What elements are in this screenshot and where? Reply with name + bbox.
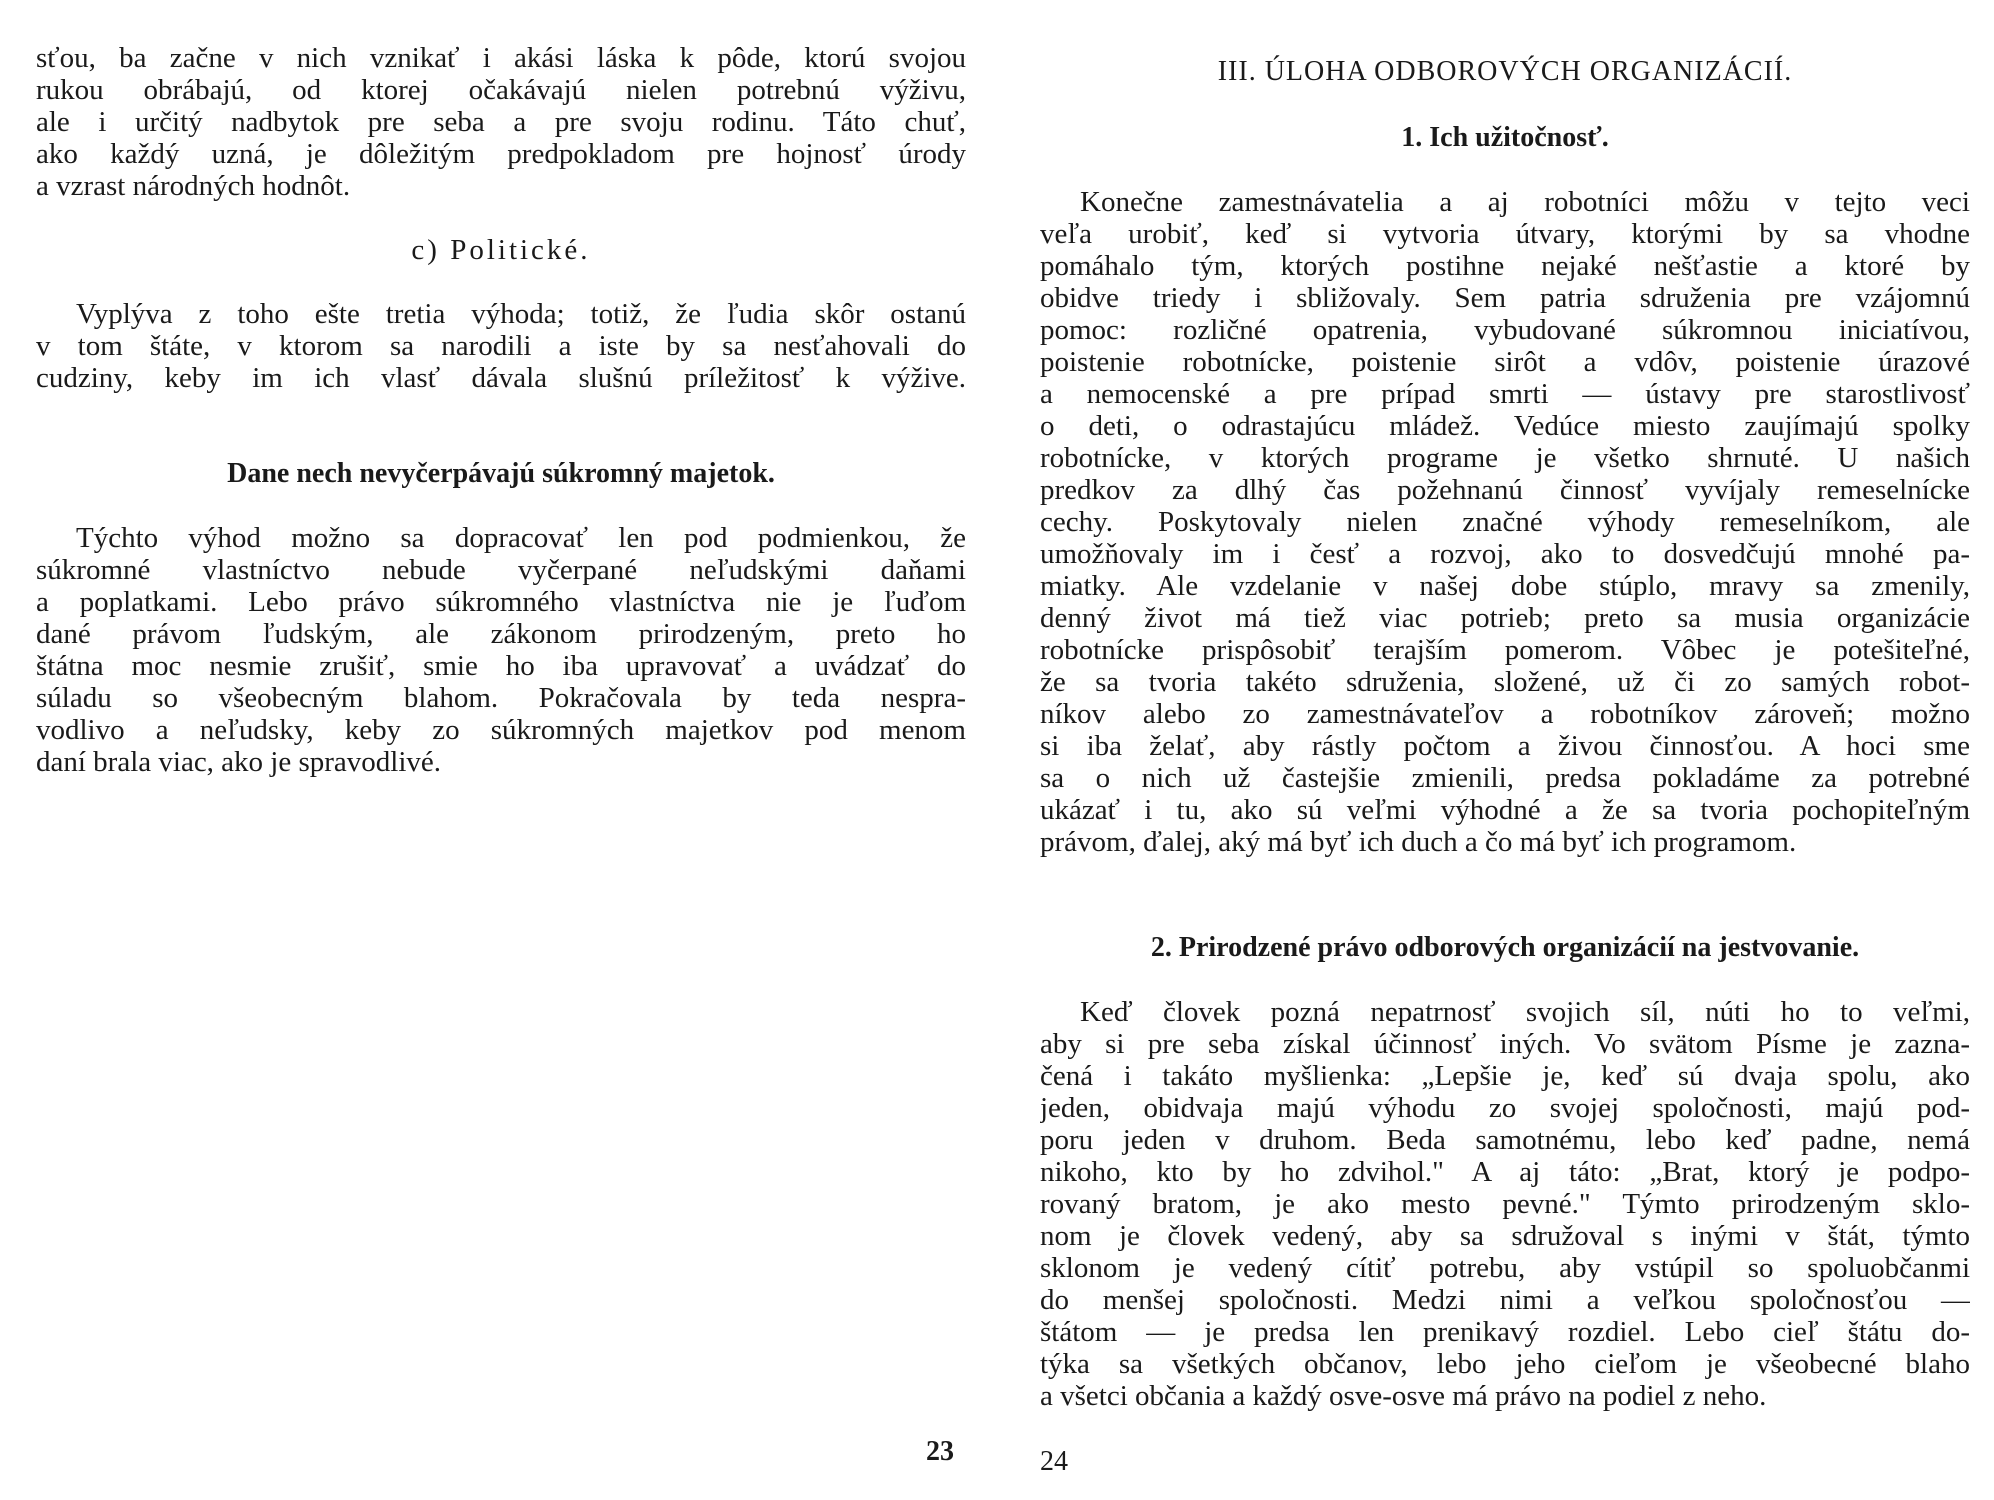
text-line: súkromné vlastníctvo nebude vyčerpané neľudskými daňami	[36, 554, 966, 586]
right-page	[1040, 0, 1970, 1500]
text-line: štátna moc nesmie zrušiť, smie ho iba upravovať a uvádzať do	[36, 650, 966, 682]
left-paragraph-1	[36, 42, 966, 202]
subsection-heading: c) Politické.	[411, 234, 591, 266]
text-line: poistenie robotnícke, poistenie sirôt a vdôv, poistenie úrazové	[1040, 346, 1970, 378]
text-line: Vyplýva z toho ešte tretia výhoda; totiž, že ľudia skôr ostanú	[76, 298, 966, 330]
left-page	[36, 0, 966, 1500]
text-line: rukou obrábajú, od ktorej očakávajú nielen potrebnú výživu,	[36, 74, 966, 106]
text-line: a všetci občania a každý osve-osve má právo na podiel z neho.	[1040, 1380, 1767, 1412]
left-paragraph-2	[36, 298, 966, 394]
text-line: štátom — je predsa len prenikavý rozdiel. Lebo cieľ štátu do-	[1040, 1316, 1970, 1348]
text-line: miatky. Ale vzdelanie v našej dobe stúplo, mravy sa zmenily,	[1040, 570, 1970, 602]
text-line: týka sa všetkých občanov, lebo jeho cieľom je všeobecné blaho	[1040, 1348, 1970, 1380]
section-heading: 1. Ich užitočnosť.	[1401, 122, 1609, 153]
text-line: denný život má tiež viac potrieb; preto sa musia organizácie	[1040, 602, 1970, 634]
text-line: Týchto výhod možno sa dopracovať len pod podmienkou, že	[76, 522, 966, 554]
right-paragraph-1	[1040, 186, 1970, 858]
text-line: a nemocenské a pre prípad smrti — ústavy pre starostlivosť	[1040, 378, 1970, 410]
text-line: predkov za dlhý čas požehnanú činnosť vyvíjaly remeselnícke	[1040, 474, 1970, 506]
text-line: poru jeden v druhom. Beda samotnému, lebo keď padne, nemá	[1040, 1124, 1970, 1156]
text-line: veľa urobiť, keď si vytvoria útvary, ktorými by sa vhodne	[1040, 218, 1970, 250]
text-line: si iba želať, aby rástly počtom a živou činnosťou. A hoci sme	[1040, 730, 1970, 762]
left-paragraph-3	[36, 522, 966, 778]
text-line: sťou, ba začne v nich vznikať i akási láska k pôde, ktorú svojou	[36, 42, 966, 74]
text-line: pomáhalo tým, ktorých postihne nejaké nešťastie a ktoré by	[1040, 250, 1970, 282]
section-heading: Dane nech nevyčerpávajú súkromný majetok.	[227, 458, 775, 489]
text-line: súladu so všeobecným blahom. Pokračovala by teda nespra-	[36, 682, 966, 714]
text-line: do menšej spoločnosti. Medzi nimi a veľkou spoločnosťou —	[1040, 1284, 1970, 1316]
text-line: ako každý uzná, je dôležitým predpokladom pre hojnosť úrody	[36, 138, 966, 170]
text-line: Keď človek pozná nepatrnosť svojich síl, núti ho to veľmi,	[1080, 996, 1970, 1028]
text-line: Konečne zamestnávatelia a aj robotníci môžu v tejto veci	[1080, 186, 1970, 218]
text-line: pomoc: rozličné opatrenia, vybudované súkromnou iniciatívou,	[1040, 314, 1970, 346]
text-line: a vzrast národných hodnôt.	[36, 170, 351, 202]
text-line: níkov alebo zo zamestnávateľov a robotníkov zároveň; možno	[1040, 698, 1970, 730]
chapter-title: III. ÚLOHA ODBOROVÝCH ORGANIZÁCIÍ.	[1217, 56, 1793, 87]
text-line: robotnícke, v ktorých programe je všetko shrnuté. U našich	[1040, 442, 1970, 474]
section-heading: 2. Prirodzené právo odborových organizácií na jestvovanie.	[1150, 932, 1860, 963]
text-line: sa o nich už častejšie zmienili, predsa pokladáme za potrebné	[1040, 762, 1970, 794]
text-line: aby si pre seba získal účinnosť iných. Vo svätom Písme je zazna-	[1040, 1028, 1970, 1060]
text-line: robotnícke prispôsobiť terajším pomerom. Vôbec je potešiteľné,	[1040, 634, 1970, 666]
text-line: daní brala viac, ako je spravodlivé.	[36, 746, 442, 778]
text-line: právom, ďalej, aký má byť ich duch a čo má byť ich programom.	[1040, 826, 1797, 858]
text-line: že sa tvoria takéto sdruženia, složené, už či zo samých robot-	[1040, 666, 1970, 698]
text-line: čená i takáto myšlienka: „Lepšie je, keď sú dvaja spolu, ako	[1040, 1060, 1970, 1092]
text-line: jeden, obidvaja majú výhodu zo svojej spoločnosti, majú pod-	[1040, 1092, 1970, 1124]
text-line: vodlivo a neľudsky, keby zo súkromných majetkov pod menom	[36, 714, 966, 746]
text-line: umožňovaly im i česť a rozvoj, ako to dosvedčujú mnohé pa-	[1040, 538, 1970, 570]
text-line: rovaný bratom, je ako mesto pevné." Týmto prirodzeným sklo-	[1040, 1188, 1970, 1220]
text-line: sklonom je vedený cítiť potrebu, aby vstúpil so spoluobčanmi	[1040, 1252, 1970, 1284]
text-line: nom je človek vedený, aby sa sdružoval s inými v štát, týmto	[1040, 1220, 1970, 1252]
text-line: v tom štáte, v ktorom sa narodili a iste by sa nesťahovali do	[36, 330, 966, 362]
text-line: cudziny, keby im ich vlasť dávala slušnú príležitosť k výžive.	[36, 362, 966, 394]
text-line: nikoho, kto by ho zdvihol." A aj táto: „Brat, ktorý je podpo-	[1040, 1156, 1970, 1188]
text-line: a poplatkami. Lebo právo súkromného vlastníctva nie je ľuďom	[36, 586, 966, 618]
text-line: ukázať i tu, ako sú veľmi výhodné a že sa tvoria pochopiteľným	[1040, 794, 1970, 826]
page-number: 24	[1040, 1446, 1068, 1477]
text-line: cechy. Poskytovaly nielen značné výhody remeselníkom, ale	[1040, 506, 1970, 538]
text-line: obidve triedy i sbližovaly. Sem patria sdruženia pre vzájomnú	[1040, 282, 1970, 314]
text-line: ale i určitý nadbytok pre seba a pre svoju rodinu. Táto chuť,	[36, 106, 966, 138]
page-number: 23	[926, 1436, 954, 1467]
text-line: o deti, o odrastajúcu mládež. Vedúce miesto zaujímajú spolky	[1040, 410, 1970, 442]
text-line: dané právom ľudským, ale zákonom prirodzeným, preto ho	[36, 618, 966, 650]
right-paragraph-2	[1040, 996, 1970, 1412]
